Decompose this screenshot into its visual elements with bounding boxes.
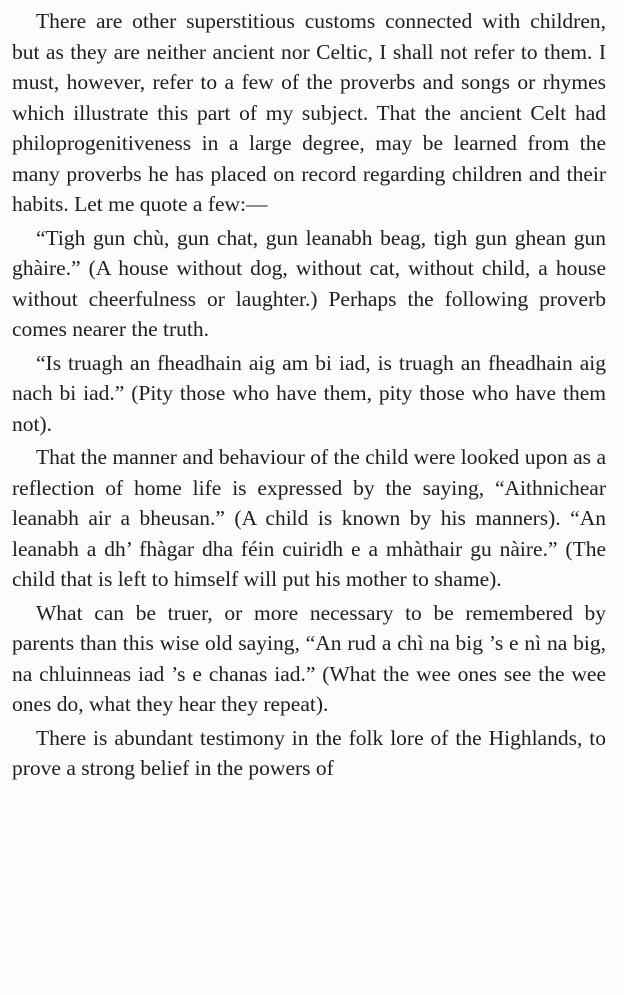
paragraph-folk-lore: There is abundant testimony in the folk lore of the Highlands, to prove a strong belief in the powers of [12, 725, 606, 780]
paragraph-proverb-house: “Tigh gun chù, gun chat, gun leanabh beag, tigh gun ghean gun ghàire.” (A house without dog, without cat, without child, a house without cheerfulness or laughter.) Perhaps the following proverb comes nearer the truth. [12, 225, 606, 341]
paragraph-wee-ones: What can be truer, or more necessary to be remembered by parents than this wise old saying, “An rud a chì na big ’s e nì na big, na chluinneas iad ’s e chanas iad.” (What the wee ones see the wee ones do, what they hear they repeat). [12, 600, 606, 716]
paragraph-manners: That the manner and behaviour of the child were looked upon as a reflection of home life is expressed by the saying, “Aithnichear leanabh air a bheusan.” (A child is known by his manners). “An leanabh a dh’ fhàgar dha féin cuiridh e a mhàthair gu nàire.” (The child that is left to himself will put his mother to shame). [12, 445, 606, 591]
paragraph-superstitious-customs: There are other superstitious customs connected with children, but as they are neither ancient nor Celtic, I shall not refer to them. I must, however, refer to a few of the proverbs and songs or rhymes which illustrate this part of my subject. That the ancient Celt had philoprogenitiveness in a large degree, may be learned from the many proverbs he has placed on record regarding children and their habits. Let me quote a few:— [12, 9, 606, 216]
paragraph-proverb-pity: “Is truagh an fheadhain aig am bi iad, is truagh an fheadhain aig nach bi iad.” (Pity those who have them, pity those who have them not). [12, 350, 606, 436]
